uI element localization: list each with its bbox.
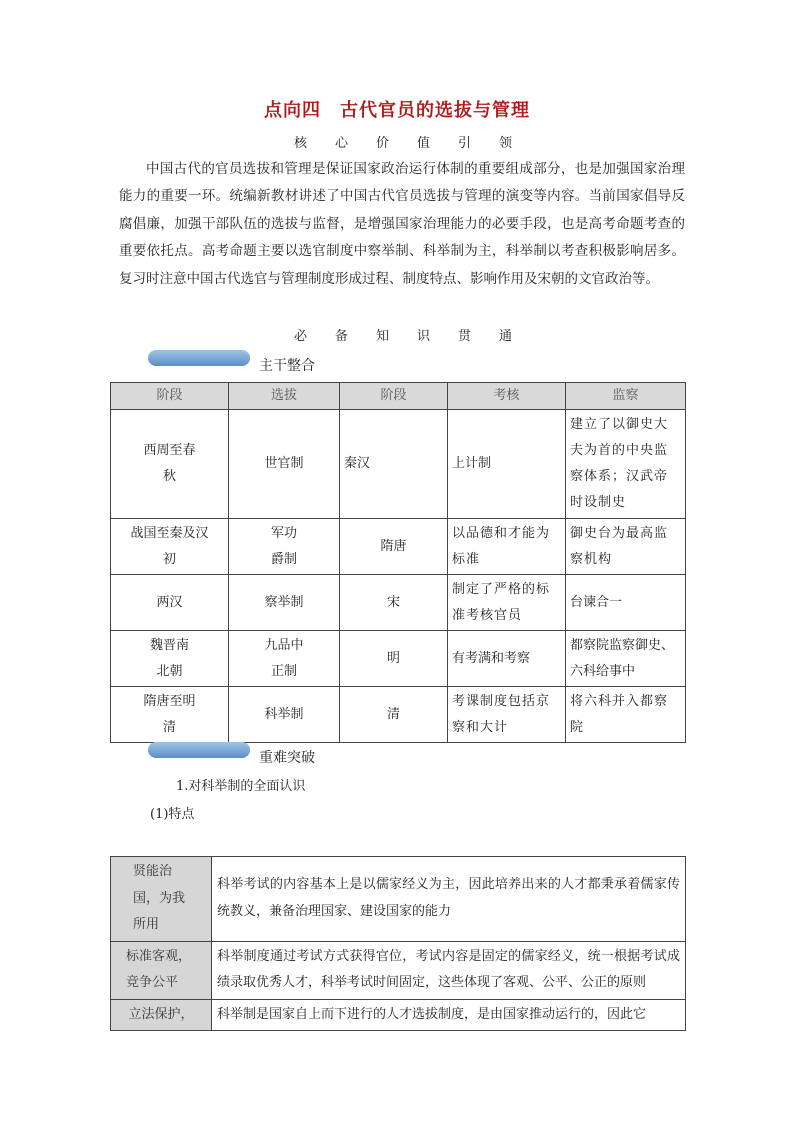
cell-stage-b: 清 bbox=[340, 687, 448, 743]
table-row bbox=[111, 999, 686, 1031]
table-row bbox=[111, 410, 686, 519]
cell-assessment: 考课制度包括京察和大计 bbox=[448, 687, 566, 743]
difficulty-label: 重难突破 bbox=[259, 750, 315, 766]
feature-label: 标准客观，竞争公平 bbox=[111, 941, 212, 999]
section-heading-core-value: 核心价值引领 bbox=[293, 136, 540, 151]
feature-label: 贤能治国，为我所用 bbox=[111, 857, 212, 942]
cell-assessment: 有考满和考察 bbox=[448, 631, 566, 687]
feature-text: 科举考试的内容基本上是以儒家经义为主，因此培养出来的人才都秉承着儒家传统教义，兼备治理国家、建设国家的能力 bbox=[212, 857, 686, 942]
cell-supervision: 将六科并入都察院 bbox=[566, 687, 686, 743]
feature-text: 科举制度通过考试方式获得官位，考试内容是固定的儒家经义，统一根据考试成绩录取优秀人才，科举考试时间固定，这些体现了客观、公平、公正的原则 bbox=[212, 941, 686, 999]
header-assessment: 考核 bbox=[448, 383, 566, 410]
table-row bbox=[111, 631, 686, 687]
cell-stage-b: 隋唐 bbox=[340, 519, 448, 575]
cell-stage-a: 魏晋南北朝 bbox=[111, 631, 229, 687]
header-stage-a: 阶段 bbox=[111, 383, 229, 410]
point1-subheading: (1)特点 bbox=[150, 807, 195, 822]
feature-label: 立法保护， bbox=[111, 999, 212, 1031]
cell-selection: 察举制 bbox=[229, 575, 340, 631]
main-integration-label: 主干整合 bbox=[259, 358, 315, 374]
table-row bbox=[111, 575, 686, 631]
intro-paragraph: 中国古代的官员选拔和管理是保证国家政治运行体制的重要组成部分，也是加强国家治理能力的重要一环。统编新教材讲述了中国古代官员选拔与管理的演变等内容。当前国家倡导反腐倡廉，加强干部队伍的选拔与监督，是增强国家治理能力的必要手段，也是高考命题考查的重要依托点。高考命题主要以选官制度中察举制、科举制为主，科举制以考查积极影响居多。复习时注意中国古代选官与管理制度形成过程、制度特点、影响作用及宋朝的文官政治等。 bbox=[119, 161, 685, 287]
table-row bbox=[111, 857, 686, 942]
cell-assessment: 制定了严格的标准考核官员 bbox=[448, 575, 566, 631]
cell-supervision: 御史台为最高监察机构 bbox=[566, 519, 686, 575]
official-system-table bbox=[110, 382, 686, 743]
table-row bbox=[111, 519, 686, 575]
cell-stage-a: 两汉 bbox=[111, 575, 229, 631]
cell-supervision: 都察院监察御史、六科给事中 bbox=[566, 631, 686, 687]
header-stage-b: 阶段 bbox=[340, 383, 448, 410]
cell-supervision: 建立了以御史大夫为首的中央监察体系；汉武帝时设制史 bbox=[566, 410, 686, 519]
cell-stage-a: 西周至春秋 bbox=[111, 410, 229, 519]
cell-supervision: 台谏合一 bbox=[566, 575, 686, 631]
table-header-row bbox=[111, 383, 686, 410]
cell-assessment: 以品德和才能为标准 bbox=[448, 519, 566, 575]
cell-selection: 九品中正制 bbox=[229, 631, 340, 687]
table-row bbox=[111, 941, 686, 999]
point1-heading: 1.对科举制的全面认识 bbox=[176, 779, 306, 794]
cell-selection: 世官制 bbox=[229, 410, 340, 519]
header-supervision: 监察 bbox=[566, 383, 686, 410]
cell-stage-a: 隋唐至明清 bbox=[111, 687, 229, 743]
cell-stage-b: 秦汉 bbox=[340, 410, 448, 519]
difficulty-pill bbox=[148, 742, 250, 758]
cell-selection: 科举制 bbox=[229, 687, 340, 743]
feature-text: 科举制是国家自上而下进行的人才选拔制度，是由国家推动运行的，因此它 bbox=[212, 999, 686, 1031]
header-selection: 选拔 bbox=[229, 383, 340, 410]
cell-stage-b: 宋 bbox=[340, 575, 448, 631]
table-row bbox=[111, 687, 686, 743]
cell-selection: 军功爵制 bbox=[229, 519, 340, 575]
cell-stage-a: 战国至秦及汉初 bbox=[111, 519, 229, 575]
section-heading-essential-knowledge: 必备知识贯通 bbox=[293, 329, 540, 344]
cell-assessment: 上计制 bbox=[448, 410, 566, 519]
cell-stage-b: 明 bbox=[340, 631, 448, 687]
keju-features-table bbox=[110, 856, 686, 1031]
page-title: 点向四 古代官员的选拔与管理 bbox=[264, 100, 530, 121]
main-integration-pill bbox=[148, 350, 250, 366]
